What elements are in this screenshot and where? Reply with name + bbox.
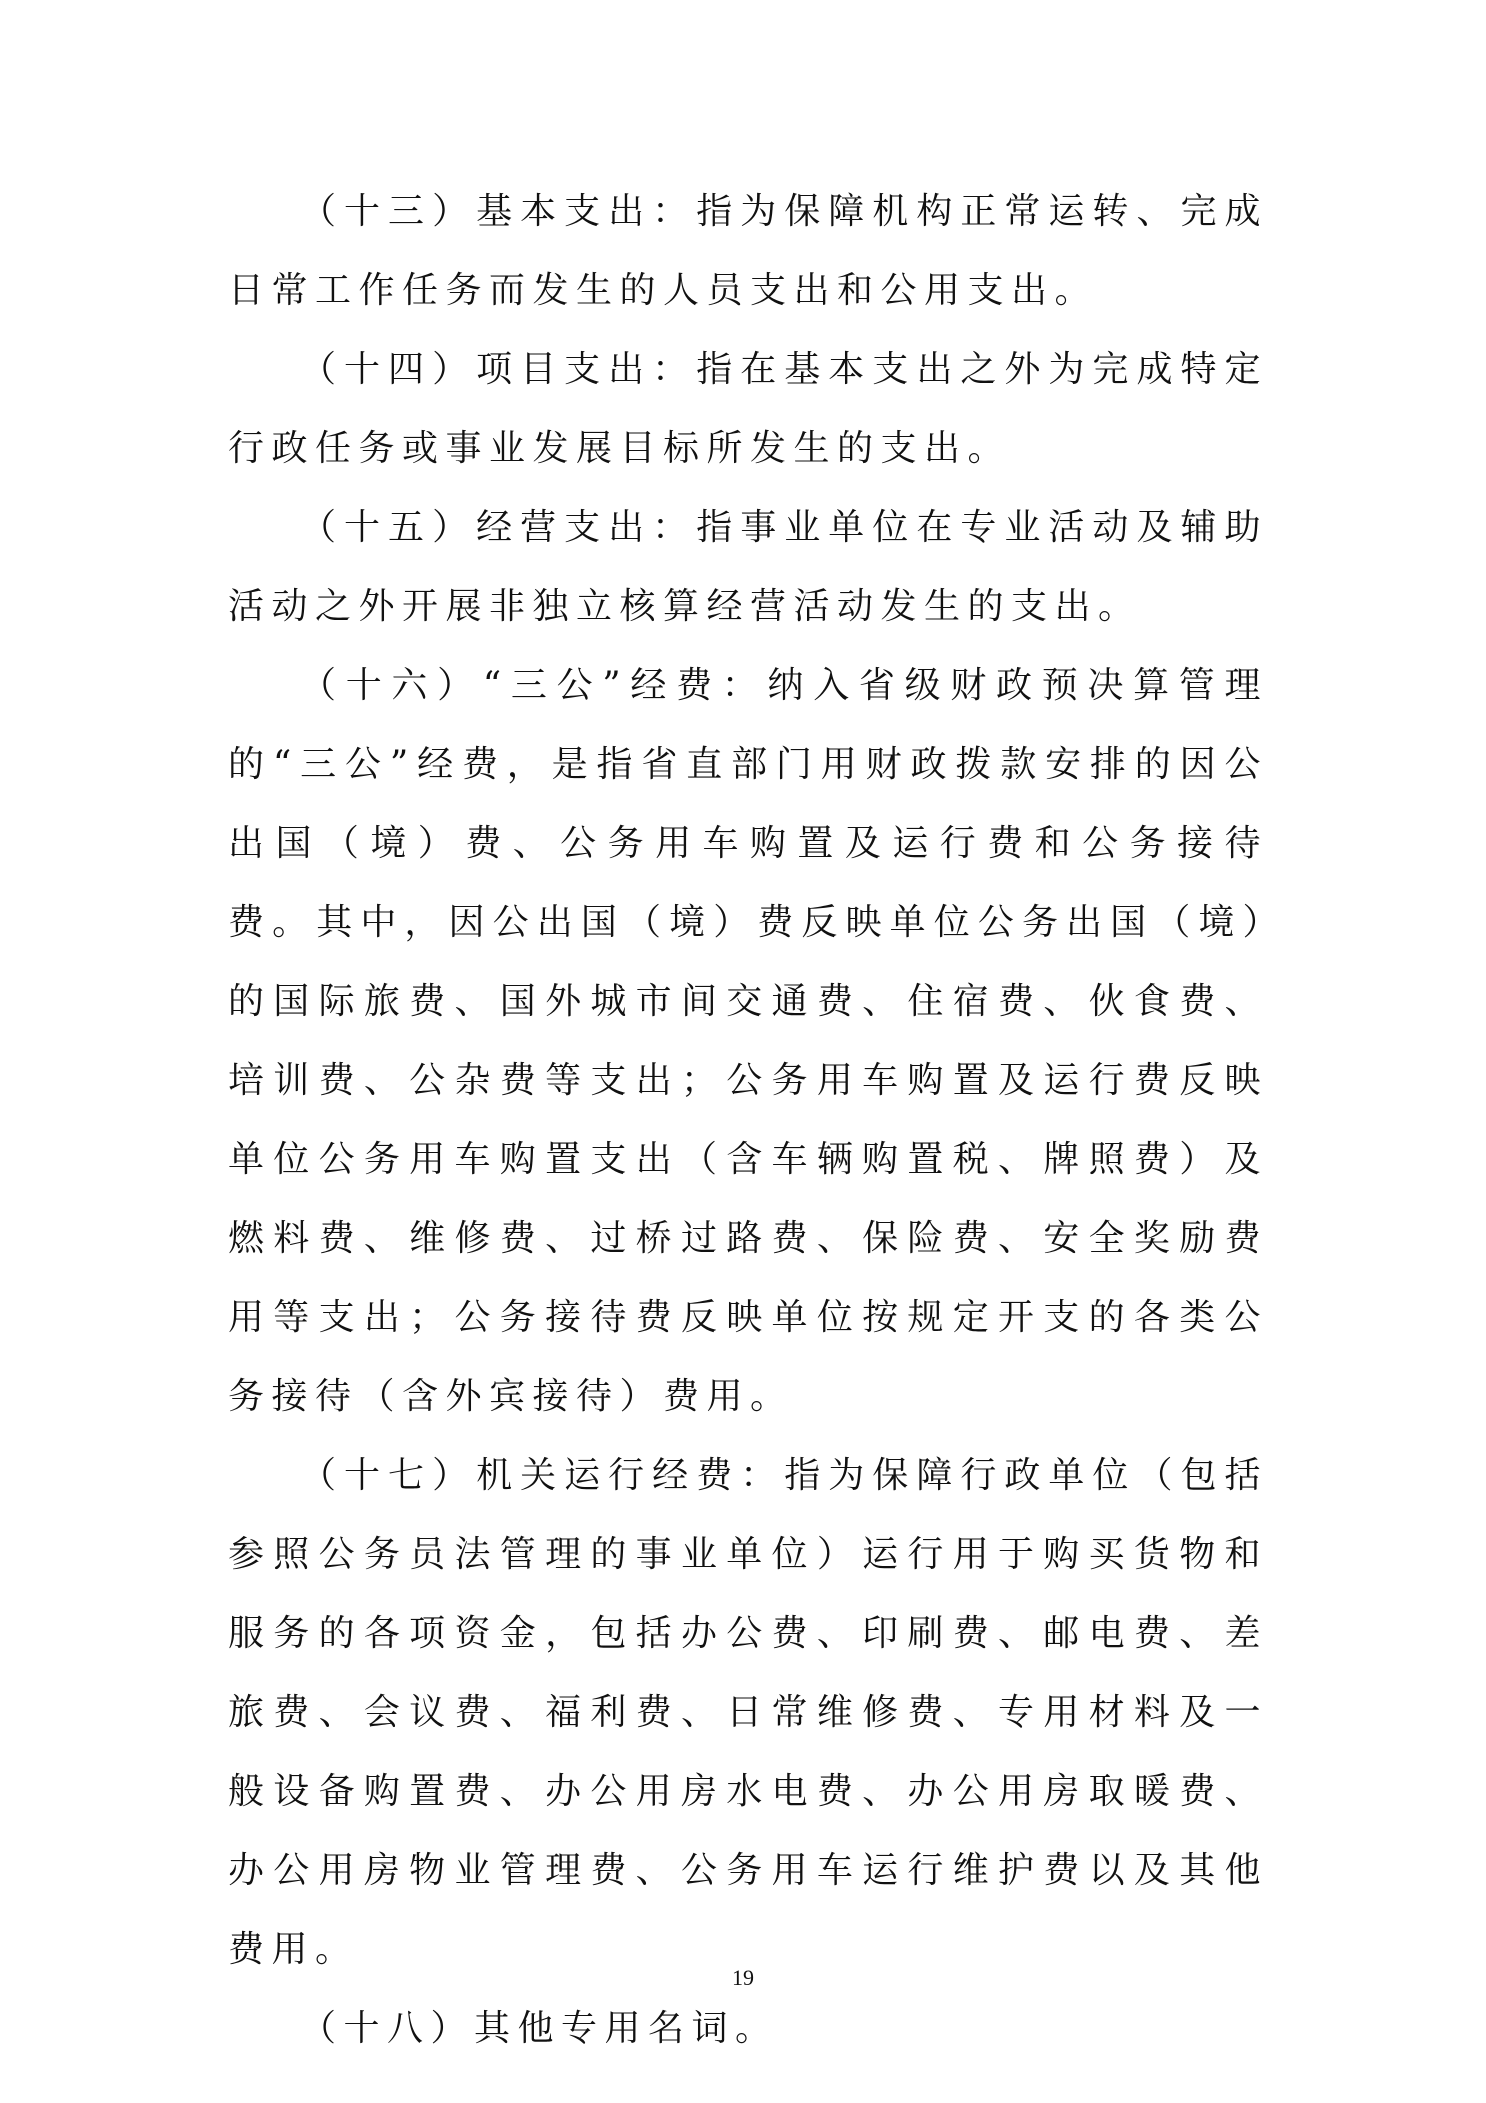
paragraph-agency-operating-funds: （十七）机关运行经费：指为保障行政单位（包括参照公务员法管理的事业单位）运行用于购买货物和服务的各项资金，包括办公费、印刷费、邮电费、差旅费、会议费、福利费、日常维修费、专用材料及一般设备购置费、办公用房水电费、办公用房取暖费、办公用房物业管理费、公务用车运行维护费以及其他费用。 [228,1455,1268,1970]
page-number: 19 [732,1965,754,1990]
paragraph-operating-expenditure: （十五）经营支出：指事业单位在专业活动及辅助活动之外开展非独立核算经营活动发生的支出。 [228,507,1268,627]
document-body [228,172,1268,2068]
paragraph-project-expenditure: （十四）项目支出：指在基本支出之外为完成特定行政任务或事业发展目标所发生的支出。 [228,349,1268,469]
paragraph-three-public-expenses: （十六）“三公”经费：纳入省级财政预决算管理的“三公”经费，是指省直部门用财政拨款安排的因公出国（境）费、公务用车购置及运行费和公务接待费。其中，因公出国（境）费反映单位公务出国（境）的国际旅费、国外城市间交通费、住宿费、伙食费、培训费、公杂费等支出；公务用车购置及运行费反映单位公务用车购置支出（含车辆购置税、牌照费）及燃料费、维修费、过桥过路费、保险费、安全奖励费用等支出；公务接待费反映单位按规定开支的各类公务接待（含外宾接待）费用。 [228,665,1268,1417]
paragraph-other-terms: （十八）其他专用名词。 [300,2008,779,2049]
paragraph-basic-expenditure: （十三）基本支出：指为保障机构正常运转、完成日常工作任务而发生的人员支出和公用支出。 [228,191,1268,311]
